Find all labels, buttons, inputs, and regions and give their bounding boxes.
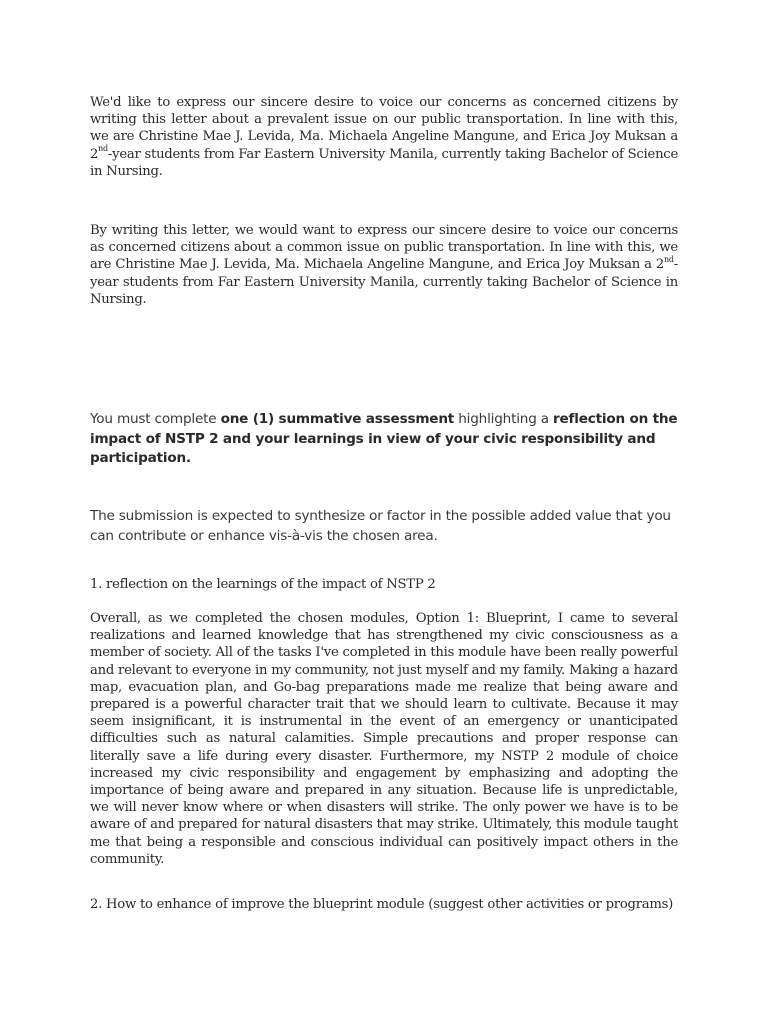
section-1-heading: 1. reflection on the learnings of the impact of NSTP 2 <box>90 577 436 592</box>
instructions-text: You must complete <box>90 411 221 427</box>
intro-2-text-end: -year students from Far Eastern University Manila, currently taking Bachelor of Science in Nursing. <box>90 257 678 307</box>
submission-paragraph: The submission is expected to synthesize or factor in the possible added value that you can contribute or enhance vis-à-vis the chosen area. <box>90 508 671 544</box>
intro-1-text-end: -year students from Far Eastern University Manila, currently taking Bachelor of Science in Nursing. <box>90 146 678 179</box>
intro-paragraph-2 <box>90 222 678 308</box>
instructions-emphasis-assessment: one (1) summative assessment <box>220 411 455 427</box>
instructions-text-middle: highlighting a <box>454 411 553 427</box>
intro-1-text: We'd like to express our sincere desire to voice our concerns as concerned citizens by writing this letter about a prevalent issue on our public transportation. In line with this, we are Christine Mae J. Levida, Ma. Michaela Angeline Mangune, and Erica Joy Muksan a 2 <box>90 95 678 162</box>
instructions-emphasis-reflection: reflection on the impact of NSTP 2 and your learnings in view of your civic responsibility and participation. <box>90 411 678 466</box>
instructions-paragraph <box>90 410 678 469</box>
section-1-body: Overall, as we completed the chosen modules, Option 1: Blueprint, I came to several realizations and learned knowledge that has strengthened my civic consciousness as a member of society. All of the tasks I've completed in this module have been really powerful and relevant to everyone in my community, not just myself and my family. Making a hazard map, evacuation plan, and Go-bag preparations made me realize that being aware and prepared is a powerful character trait that we should learn to cultivate. Because it may seem insignificant, it is instrumental in the event of an emergency or unanticipated difficulties such as natural calamities. Simple precautions and proper response can literally save a life during every disaster. Furthermore, my NSTP 2 module of choice increased my civic responsibility and engagement by emphasizing and adopting the importance of being aware and prepared in any situation. Because life is unpredictable, we will never know where or when disasters will strike. The only power we have is to be aware of and prepared for natural disasters that may strike. Ultimately, this module taught me that being a responsible and conscious individual can positively impact others in the community. <box>90 611 678 867</box>
document-page <box>90 0 678 1024</box>
intro-paragraph-1 <box>90 94 678 180</box>
section-2-heading: 2. How to enhance of improve the blueprint module (suggest other activities or programs) <box>90 897 674 912</box>
intro-1-ordinal-suffix: nd <box>98 144 108 154</box>
intro-2-ordinal-suffix: nd <box>664 255 674 265</box>
intro-2-text: By writing this letter, we would want to express our sincere desire to voice our concerns as concerned citizens about a common issue on public transportation. In line with this, we are Christine Mae J. Levida, Ma. Michaela Angeline Mangune, and Erica Joy Muksan a 2 <box>90 223 678 273</box>
